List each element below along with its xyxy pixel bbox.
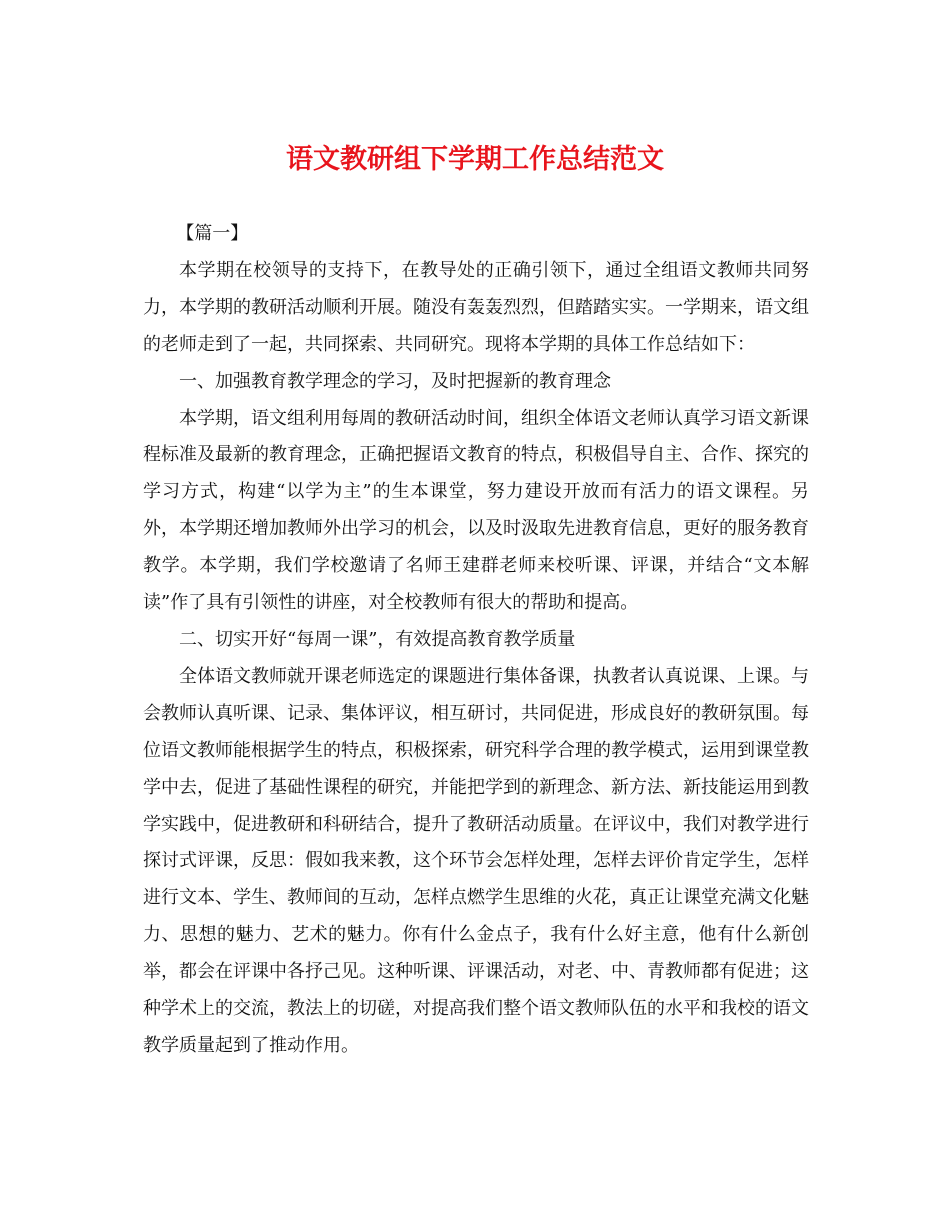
section-2-paragraph: 全体语文教师就开课老师选定的课题进行集体备课，执教者认真说课、上课。与会教师认真听课、记录、集体评议，相互研讨，共同促进，形成良好的教研氛围。每位语文教师能根据学生的特点，积极探索，研究科学合理的教学模式，运用到课堂教学中去，促进了基础性课程的研究，并能把学到的新理念、新方法、新技能运用到教学实践中，促进教研和科研结合，提升了教研活动质量。在评议中，我们对教学进行探讨式评课，反思：假如我来教，这个环节会怎样处理，怎样去评价肯定学生，怎样进行文本、学生、教师间的互动，怎样点燃学生思维的火花，真正让课堂充满文化魅力、思想的魅力、艺术的魅力。你有什么金点子，我有什么好主意，他有什么新创举，都会在评课中各抒己见。这种听课、评课活动，对老、中、青教师都有促进；这种学术上的交流，教法上的切磋，对提高我们整个语文教师队伍的水平和我校的语文教学质量起到了推动作用。 (143, 665, 809, 1056)
intro-paragraph: 本学期在校领导的支持下，在教导处的正确引领下，通过全组语文教师共同努力，本学期的教研活动顺利开展。随没有轰轰烈烈，但踏踏实实。一学期来，语文组的老师走到了一起，共同探索、共同研究。现将本学期的具体工作总结如下： (143, 259, 809, 355)
section-label: 【篇一】 (176, 223, 249, 244)
section-1-paragraph: 本学期，语文组利用每周的教研活动时间，组织全体语文老师认真学习语文新课程标准及最新的教育理念，正确把握语文教育的特点，积极倡导自主、合作、探究的学习方式，构建“以学为主”的生本课堂，努力建设开放而有活力的语文课程。另外，本学期还增加教师外出学习的机会，以及时汲取先进教育信息，更好的服务教育教学。本学期，我们学校邀请了名师王建群老师来校听课、评课，并结合“文本解读”作了具有引领性的讲座，对全校教师有很大的帮助和提高。 (143, 407, 809, 614)
section-heading-2: 二、切实开好“每周一课”，有效提高教育教学质量 (179, 628, 576, 650)
section-heading-1: 一、加强教育教学理念的学习，及时把握新的教育理念 (179, 370, 611, 392)
document-body (143, 216, 809, 1065)
document-title: 语文教研组下学期工作总结范文 (286, 144, 664, 175)
